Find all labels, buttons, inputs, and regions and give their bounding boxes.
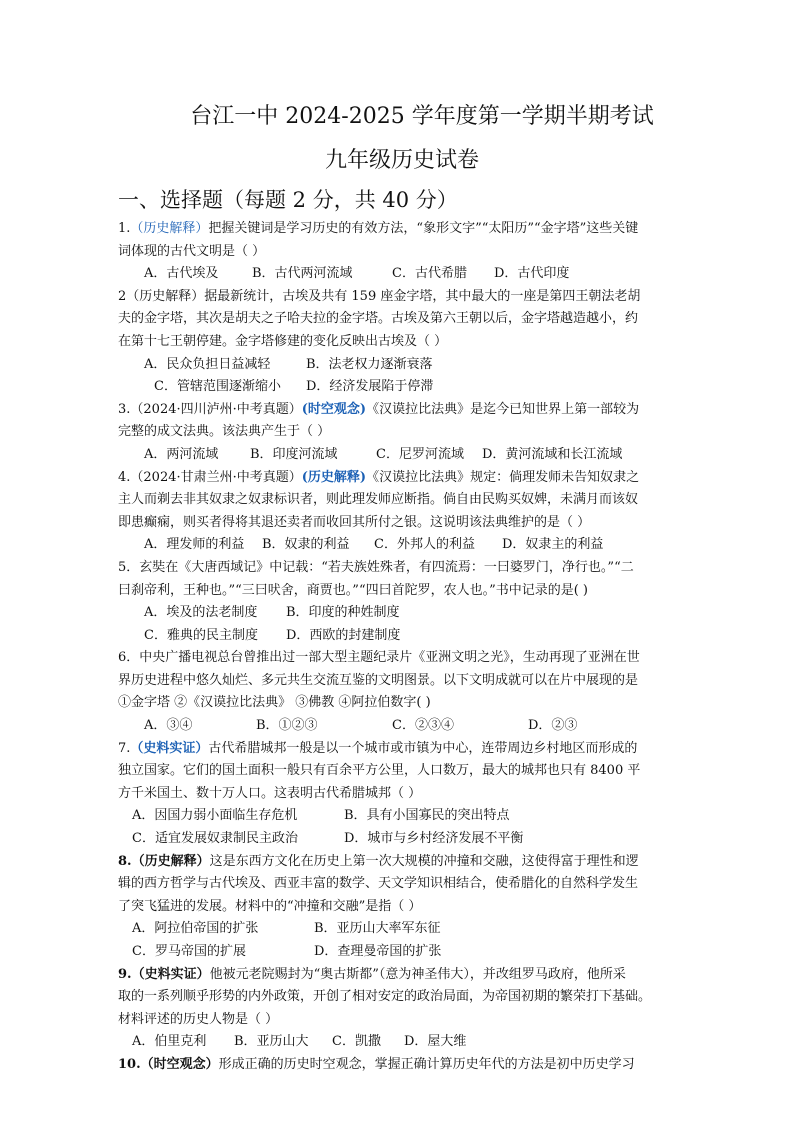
option-b[interactable]: B．具有小国寡民的突出特点 <box>344 808 510 824</box>
option-d[interactable]: D．屋大维 <box>404 1034 467 1050</box>
option-a[interactable]: A．两河流域 <box>144 446 219 462</box>
option-a[interactable]: A．因国力弱小面临生存危机 <box>132 808 298 824</box>
option-d[interactable]: D．查理曼帝国的扩张 <box>314 944 442 959</box>
exam-title: 台江一中 2024-2025 学年度第一学期半期考试 <box>190 104 654 129</box>
question-tag: （历史解释） <box>130 221 209 236</box>
question-6: 6．中央广播电视总台曾推出过一部大型主题纪录片《亚洲文明之光》，生动再现了亚洲在世 界历史进程中悠久灿烂、多元共生交流互鉴的文明图景。以下文明成就可以在片中展现的是 ①金字塔 ②《汉谟拉比法典》 ③佛教 ④阿拉伯数字( ) A．③④ B．①②③ C．②③④ D．②③ <box>118 647 678 737</box>
question-3: 3.（2024·四川泸州·中考真题）(时空观念)《汉谟拉比法典》是迄今已知世界上第一部较为 完整的成文法典。该法典产生于（ ） A．两河流域 B．印度河流域 C．尼罗河流域 D．黄河流域和长江流域 <box>118 399 678 467</box>
question-9: 9.（史料实证）他被元老院赐封为“奥古斯都”（意为神圣伟大），并改组罗马政府，他所采 取的一系列顺乎形势的内外政策，开创了相对安定的政治局面，为帝国初期的繁荣打下基础。 材料评述的历史人物是（ ） A．伯里克利 B．亚历山大 C．凯撒 D．屋大维 <box>118 964 678 1054</box>
option-d[interactable]: D．奴隶主的利益 <box>502 537 604 553</box>
option-b[interactable]: B．印度河流域 <box>250 446 338 462</box>
question-4: 4.（2024·甘肃兰州·中考真题）(历史解释)《汉谟拉比法典》规定：倘理发师未告知奴隶之 主人而剃去非其奴隶之奴隶标识者，则此理发师应断指。倘自由民购买奴婢，未满月而该奴 即患癫痫，则买者得将其退还卖者而收回其所付之银。这说明该法典维护的是（ ） A．理发师的利益 B．奴隶的利益 C．外邦人的利益 D．奴隶主的利益 <box>118 467 678 557</box>
option-c[interactable]: C．管辖范围逐渐缩小 <box>154 379 281 395</box>
option-a[interactable]: A．古代埃及 <box>144 266 219 282</box>
option-c[interactable]: C．适宜发展奴隶制民主政治 <box>132 831 298 847</box>
option-c[interactable]: C．罗马帝国的扩展 <box>132 944 246 959</box>
option-d[interactable]: D．西欧的封建制度 <box>286 627 401 643</box>
option-a[interactable]: A．民众负担日益减轻 <box>144 356 271 372</box>
question-tag: (历史解释) <box>301 469 367 485</box>
option-a[interactable]: A．伯里克利 <box>132 1034 207 1050</box>
option-c[interactable]: C．古代希腊 <box>392 266 467 282</box>
question-7: 7.（史料实证）古代希腊城邦一般是以一个城市或市镇为中心，连带周边乡村地区而形成的 独立国家。它们的国土面积一般只有百余平方公里，人口数万，最大的城邦也只有 8400 平 方千米国土、数十万人口。这表明古代希腊城邦（ ） A．因国力弱小面临生存危机 B．具有小国寡民的突出特点 C．适宜发展奴隶制民主政治 D．城市与乡村经济发展不平衡 <box>118 738 678 851</box>
question-1: 1.（历史解释）把握关键词是学习历史的有效方法，“象形文字”“太阳历”“金字塔”这些关键 词体现的古代文明是（ ） A．古代埃及 B．古代两河流域 C．古代希腊 D．古代印度 <box>118 218 678 286</box>
option-b[interactable]: B．①②③ <box>256 718 318 734</box>
option-b[interactable]: B．印度的种姓制度 <box>286 605 400 621</box>
option-b[interactable]: B．亚历山大 <box>234 1034 309 1050</box>
option-b[interactable]: B．古代两河流域 <box>252 266 353 282</box>
question-5: 5．玄奘在《大唐西域记》中记载：“若夫族姓殊者，有四流焉：一曰婆罗门，净行也。”“二 曰刹帝利，王种也。”“三曰吠舍，商贾也。”“四曰首陀罗，农人也。”书中记录的是( ) A．埃及的法老制度 B．印度的种姓制度 C．雅典的民主制度 D．西欧的封建制度 <box>118 557 678 647</box>
option-a[interactable]: A．③④ <box>144 718 193 734</box>
question-tag: （历史解释） <box>131 853 210 869</box>
option-d[interactable]: D．古代印度 <box>494 266 570 282</box>
section-heading: 一、选择题（每题 2 分，共 40 分） <box>118 188 458 212</box>
question-tag: （史料实证） <box>130 740 209 756</box>
option-d[interactable]: D．黄河流域和长江流域 <box>482 446 623 462</box>
exam-subtitle: 九年级历史试卷 <box>324 148 479 173</box>
option-c[interactable]: C．凯撒 <box>332 1034 381 1050</box>
question-tag: （时空观念） <box>140 1056 219 1072</box>
option-c[interactable]: C．雅典的民主制度 <box>144 627 258 643</box>
option-b[interactable]: B．法老权力逐渐衰落 <box>306 356 433 372</box>
option-d[interactable]: D．经济发展陷于停滞 <box>306 379 434 395</box>
option-d[interactable]: D．城市与乡村经济发展不平衡 <box>344 831 524 847</box>
question-10: 10.（时空观念）形成正确的历史时空观念，掌握正确计算历史年代的方法是初中历史学习 <box>118 1056 635 1072</box>
option-b[interactable]: B．亚历山大率军东征 <box>314 921 441 937</box>
option-c[interactable]: C．②③④ <box>392 718 454 734</box>
option-a[interactable]: A．埃及的法老制度 <box>144 605 258 621</box>
question-tag: (时空观念) <box>301 401 367 417</box>
question-tag: （史料实证） <box>131 966 210 982</box>
question-2: 2（历史解释）据最新统计，古埃及共有 159 座金字塔，其中最大的一座是第四王朝法老胡 夫的金字塔，其次是胡夫之子哈夫拉的金字塔。古埃及第六王朝以后，金字塔越造越小，约 在第十七王朝停建。金字塔修建的变化反映出古埃及（ ） A．民众负担日益减轻 B．法老权力逐渐衰落 C．管辖范围逐渐缩小 D．经济发展陷于停滞 <box>118 286 678 399</box>
option-c[interactable]: C．外邦人的利益 <box>374 537 475 553</box>
option-a[interactable]: A．阿拉伯帝国的扩张 <box>132 921 259 937</box>
option-b[interactable]: B．奴隶的利益 <box>262 537 350 553</box>
option-a[interactable]: A．理发师的利益 <box>144 537 245 553</box>
question-8: 8.（历史解释）这是东西方文化在历史上第一次大规模的冲撞和交融，这使得富于理性和逻 辑的西方哲学与古代埃及、西亚丰富的数学、天文学知识相结合，使希腊化的自然科学发生 了突飞猛进的发展。材料中的“冲撞和交融”是指（ ） A．阿拉伯帝国的扩张 B．亚历山大率军东征 C．罗马帝国的扩展 D．查理曼帝国的扩张 <box>118 851 678 964</box>
option-c[interactable]: C．尼罗河流域 <box>376 446 464 462</box>
question-list <box>118 218 678 1077</box>
option-d[interactable]: D．②③ <box>528 718 578 734</box>
